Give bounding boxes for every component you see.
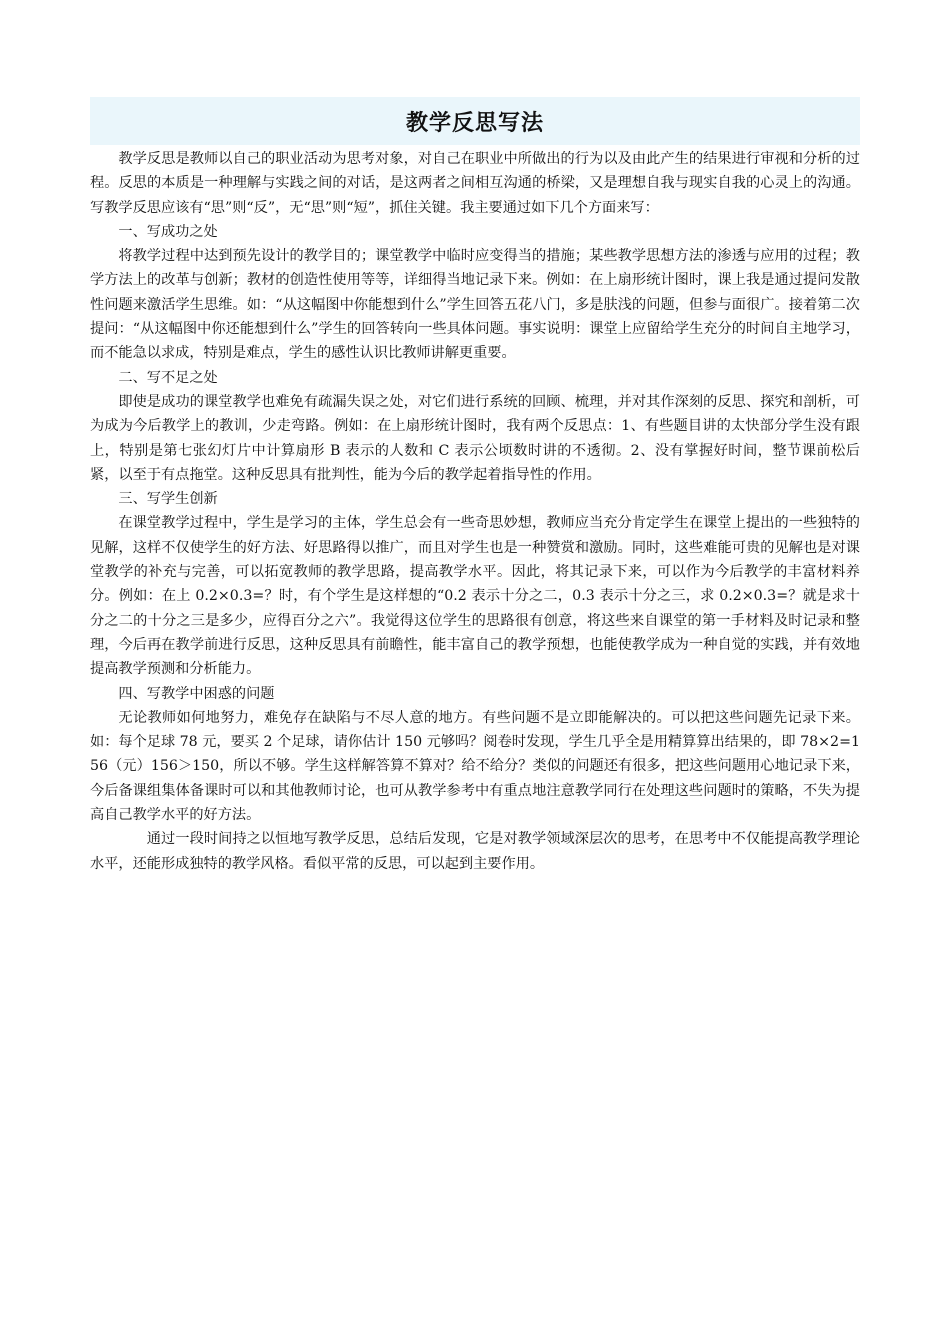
section-heading-shortcomings: 二、写不足之处: [118, 369, 218, 386]
section-text-puzzles: 无论教师如何地努力，难免存在缺陷与不尽人意的地方。有些问题不是立即能解决的。可以把这些问题先记录下来。如：每个足球 78 元，要买 2 个足球，请你估计 150 元够吗？阅卷时发现，学生几乎全是用精算算出结果的，即 78×2=156（元）156＞150，所以不够。学生这样解答算不算对？给不给分？类似的问题还有很多，把这些问题用心地记录下来，今后备课组集体备课时可以和其他教师讨论，也可从教学参考中有重点地注意教学同行在处理这些问题时的策略，不失为提高自己教学水平的好方法。: [90, 709, 860, 824]
section-heading-student-innovation: 三、写学生创新: [118, 491, 218, 508]
document-body: [90, 147, 860, 876]
intro-paragraph: 教学反思是教师以自己的职业活动为思考对象，对自己在职业中所做出的行为以及由此产生的结果进行审视和分析的过程。反思的本质是一种理解与实践之间的对话，是这两者之间相互沟通的桥梁，又是理想自我与现实自我的心灵上的沟通。写教学反思应该有“思”则“反”，无“思”则“短”，抓住关键。我主要通过如下几个方面来写：: [90, 151, 860, 216]
section-heading-puzzles: 四、写教学中困惑的问题: [118, 685, 275, 702]
section-heading-success: 一、写成功之处: [118, 223, 218, 240]
document-page: [90, 97, 860, 876]
closing-paragraph: 通过一段时间持之以恒地写教学反思，总结后发现，它是对教学领域深层次的思考，在思考中不仅能提高教学理论水平，还能形成独特的教学风格。看似平常的反思，可以起到主要作用。: [90, 831, 860, 872]
title-banner: [90, 97, 860, 145]
page-title: 教学反思写法: [405, 110, 544, 136]
section-text-success: 将教学过程中达到预先设计的教学目的；课堂教学中临时应变得当的措施；某些教学思想方法的渗透与应用的过程；教学方法上的改革与创新；教材的创造性使用等等，详细得当地记录下来。例如：在上扇形统计图时，课上我是通过提问发散性问题来激活学生思维。如：“从这幅图中你能想到什么”学生回答五花八门，多是肤浅的问题，但参与面很广。接着第二次提问：“从这幅图中你还能想到什么”学生的回答转向一些具体问题。事实说明：课堂上应留给学生充分的时间自主地学习，而不能急以求成，特别是难点，学生的感性认识比教师讲解更重要。: [90, 248, 860, 362]
section-text-shortcomings: 即使是成功的课堂教学也难免有疏漏失误之处，对它们进行系统的回顾、梳理，并对其作深刻的反思、探究和剖析，可为成为今后教学上的教训，少走弯路。例如：在上扇形统计图时，我有两个反思点：1、有些题目讲的太快部分学生没有跟上，特别是第七张幻灯片中计算扇形 B 表示的人数和 C 表示公顷数时讲的不透彻。2、没有掌握好时间，整节课前松后紧，以至于有点拖堂。这种反思具有批判性，能为今后的教学起着指导性的作用。: [90, 393, 860, 483]
section-text-student-innovation: 在课堂教学过程中，学生是学习的主体，学生总会有一些奇思妙想，教师应当充分肯定学生在课堂上提出的一些独特的见解，这样不仅使学生的好方法、好思路得以推广，而且对学生也是一种赞赏和激励。同时，这些难能可贵的见解也是对课堂教学的补充与完善，可以拓宽教师的教学思路，提高教学水平。因此，将其记录下来，可以作为今后教学的丰富材料养分。例如：在上 0.2×0.3=？时，有个学生是这样想的“0.2 表示十分之二，0.3 表示十分之三，求 0.2×0.3=？就是求十分之二的十分之三是多少，应得百分之六”。我觉得这位学生的思路很有创意，将这些来自课堂的第一手材料及时记录和整理，今后再在教学前进行反思，这种反思具有前瞻性，能丰富自己的教学预想，也能使教学成为一种自觉的实践，并有效地提高教学预测和分析能力。: [90, 515, 860, 678]
